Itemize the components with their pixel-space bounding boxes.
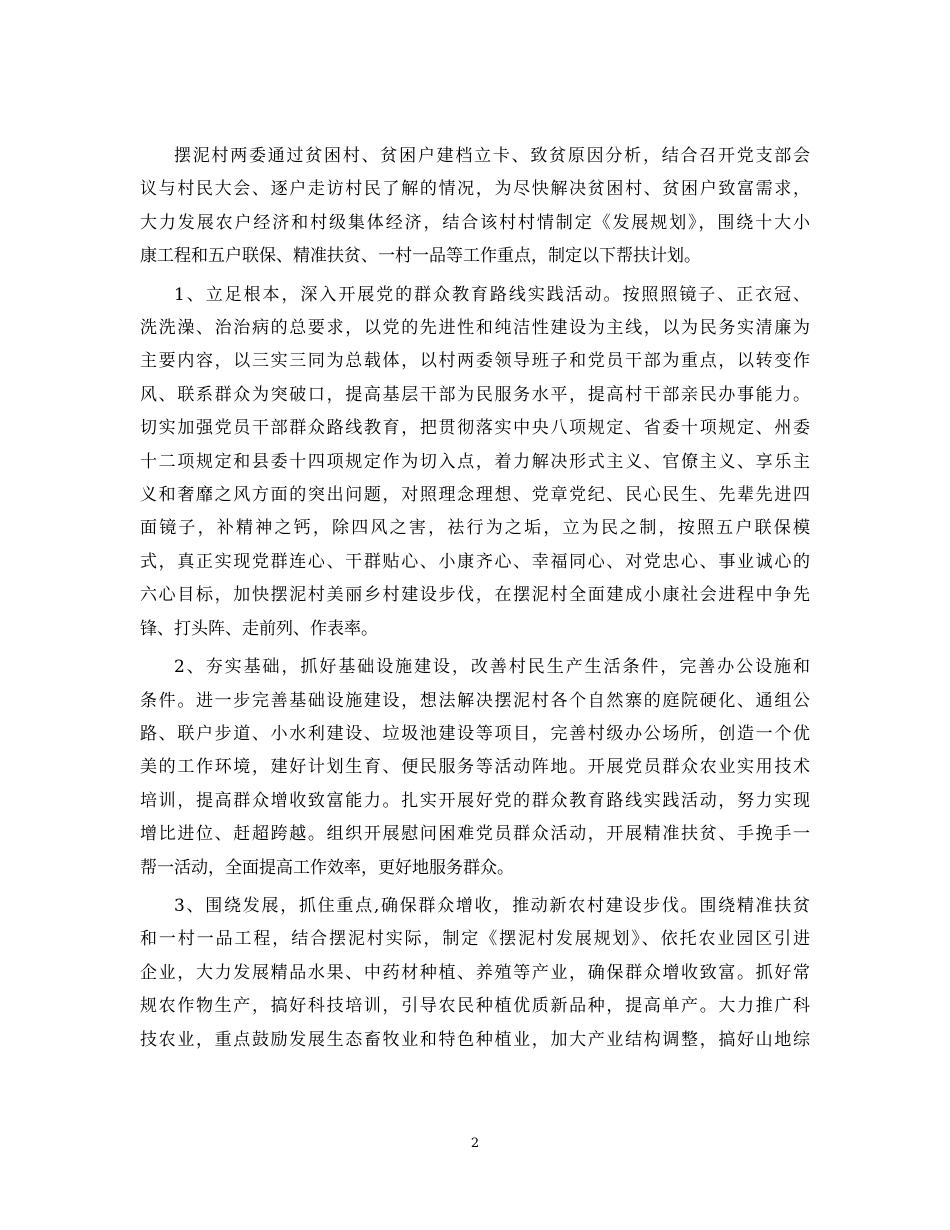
text-line: 康工程和五户联保、精准扶贫、一村一品等工作重点，制定以下帮扶计划。 (140, 246, 701, 267)
text-line: 增比进位、赶超跨越。组织开展慰问困难党员群众活动，开展精准扶贫、手挽手一 (140, 824, 810, 845)
text-line: 议与村民大会、逐户走访村民了解的情况，为尽快解决贫困村、贫困户致富需求， (140, 179, 810, 200)
text-line: 2、夯实基础，抓好基础设施建设，改善村民生产生活条件，完善办公设施和 (174, 657, 810, 678)
text-line: 洗洗澡、治治病的总要求，以党的先进性和纯洁性建设为主线，以为民务实清廉为 (140, 318, 810, 339)
text-line: 义和奢靡之风方面的突出问题，对照理念理想、党章党纪、民心民生、先辈先进四 (140, 485, 810, 506)
text-line: 六心目标，加快摆泥村美丽乡村建设步伐，在摆泥村全面建成小康社会进程中争先 (140, 585, 810, 606)
text-line: 式，真正实现党群连心、干群贴心、小康齐心、幸福同心、对党忠心、事业诚心的 (140, 551, 810, 572)
text-line: 主要内容，以三实三同为总载体，以村两委领导班子和党员干部为重点，以转变作 (140, 351, 810, 372)
text-line: 帮一活动，全面提高工作效率，更好地服务群众。 (140, 857, 514, 878)
text-line: 十二项规定和县委十四项规定作为切入点，着力解决形式主义、官僚主义、享乐主 (140, 451, 810, 472)
text-line: 规农作物生产，搞好科技培训，引导农民种植优质新品种，提高单产。大力推广科 (140, 996, 810, 1017)
text-line: 培训，提高群众增收致富能力。扎实开展好党的群众教育路线实践活动，努力实现 (140, 790, 810, 811)
paragraph-intro (140, 140, 810, 274)
text-line: 3、围绕发展，抓住重点,确保群众增收，推动新农村建设步伐。围绕精准扶贫 (174, 895, 810, 916)
text-line: 路、联户步道、小水利建设、垃圾池建设等项目，完善村级办公场所，创造一个优 (140, 723, 810, 744)
text-line: 美的工作环境，建好计划生育、便民服务等活动阵地。开展党员群众农业实用技术 (140, 757, 810, 778)
text-line: 技农业，重点鼓励发展生态畜牧业和特色种植业，加大产业结构调整，搞好山地综 (140, 1029, 810, 1050)
page-number: 2 (470, 1136, 480, 1151)
paragraph-item-1 (140, 279, 810, 646)
text-line: 1、立足根本，深入开展党的群众教育路线实践活动。按照照镜子、正衣冠、 (174, 284, 810, 305)
text-line: 切实加强党员干部群众路线教育，把贯彻落实中央八项规定、省委十项规定、州委 (140, 418, 810, 439)
paragraph-item-3 (140, 890, 810, 1057)
text-line: 条件。进一步完善基础设施建设，想法解决摆泥村各个自然寨的庭院硬化、通组公 (140, 690, 810, 711)
text-line: 大力发展农户经济和村级集体经济，结合该村村情制定《发展规划》，围绕十大小 (140, 212, 810, 233)
text-line: 面镜子，补精神之钙，除四风之害，祛行为之垢，立为民之制，按照五户联保模 (140, 518, 810, 539)
paragraph-item-2 (140, 651, 810, 885)
text-line: 企业，大力发展精品水果、中药材种植、养殖等产业，确保群众增收致富。抓好常 (140, 962, 810, 983)
text-line: 锋、打头阵、走前列、作表率。 (140, 618, 378, 639)
text-line: 风、联系群众为突破口，提高基层干部为民服务水平，提高村干部亲民办事能力。 (140, 384, 810, 405)
text-line: 和一村一品工程，结合摆泥村实际，制定《摆泥村发展规划》、依托农业园区引进 (140, 929, 810, 950)
text-line: 摆泥村两委通过贫困村、贫困户建档立卡、致贫原因分析，结合召开党支部会 (174, 146, 810, 166)
document-body (140, 140, 810, 1062)
